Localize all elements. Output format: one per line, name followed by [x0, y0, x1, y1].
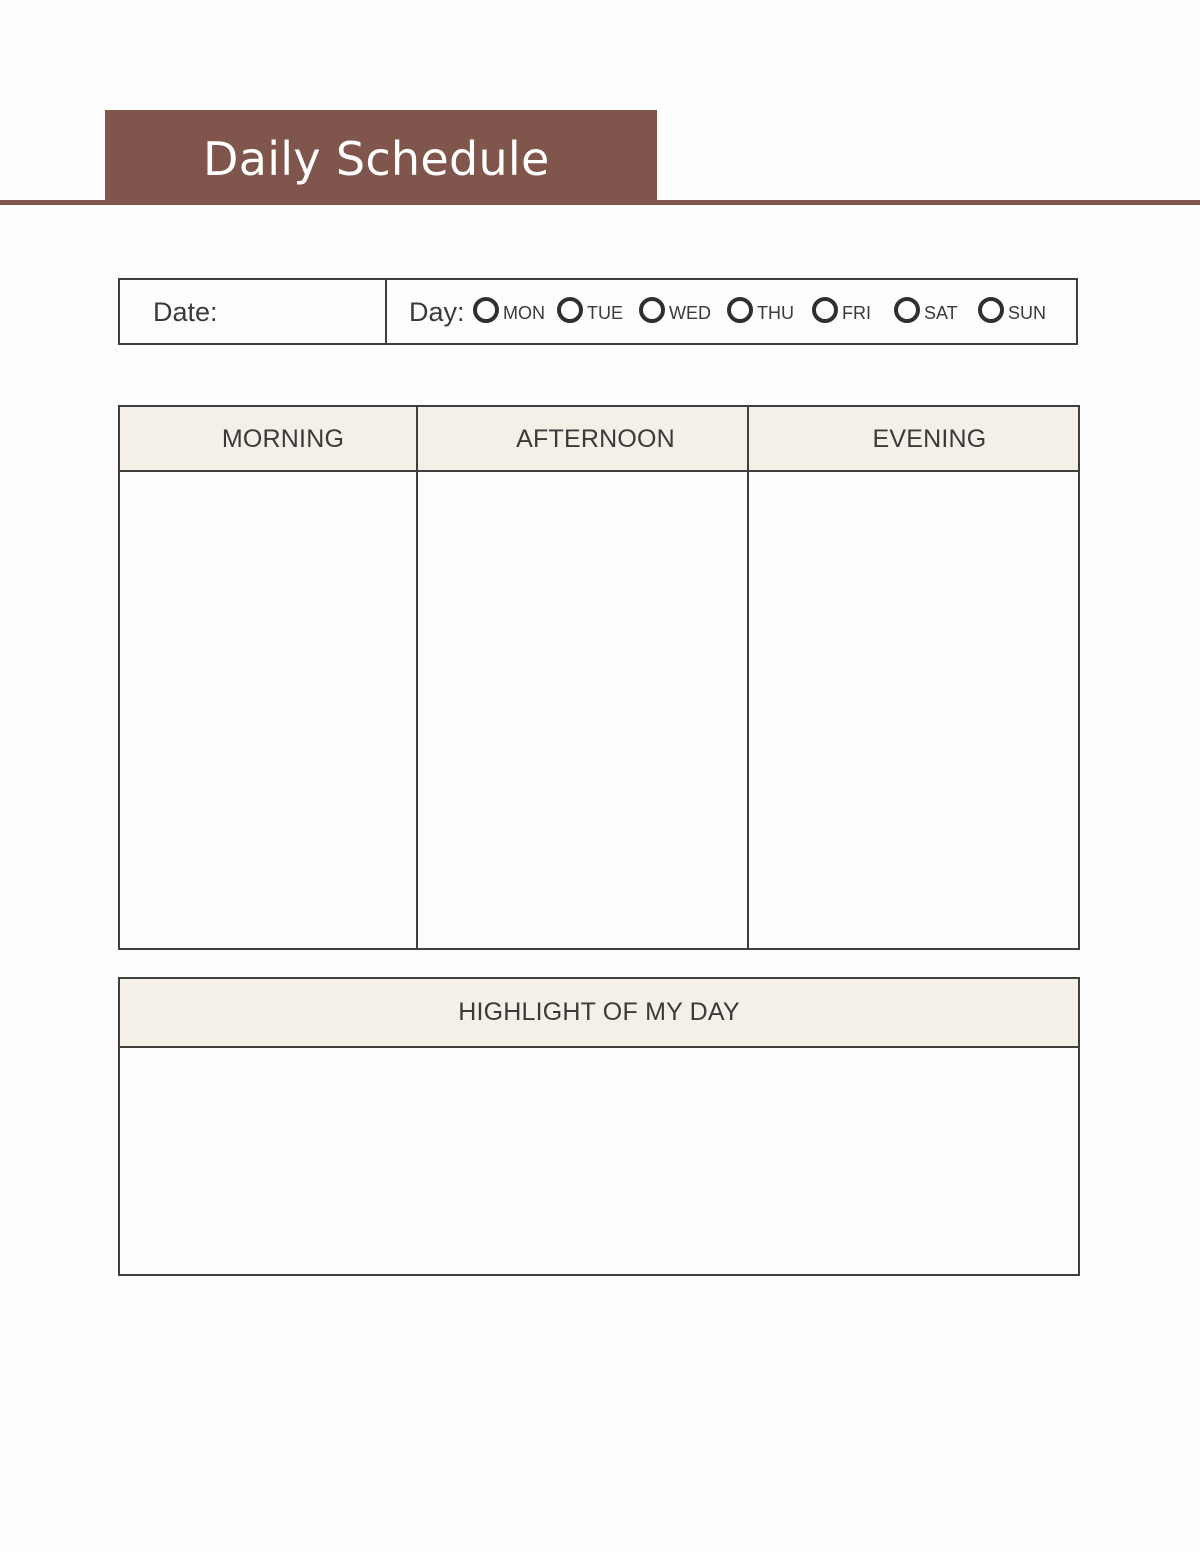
- day-option-label: SUN: [1008, 303, 1047, 323]
- radio-circle-icon[interactable]: [978, 297, 1004, 323]
- afternoon-header: AFTERNOON: [418, 407, 747, 472]
- date-day-row: [118, 278, 1078, 345]
- page-title: Daily Schedule: [203, 132, 550, 186]
- title-rule: [0, 200, 1200, 205]
- day-option-label: FRI: [842, 303, 871, 323]
- day-selector: [387, 280, 1076, 343]
- morning-column: [120, 407, 418, 948]
- evening-notes-area[interactable]: [749, 474, 1078, 948]
- day-option-label: MON: [503, 303, 545, 323]
- title-banner: [105, 110, 657, 204]
- morning-notes-area[interactable]: [120, 474, 416, 948]
- day-option-label: SAT: [924, 303, 958, 323]
- radio-circle-icon[interactable]: [727, 297, 753, 323]
- date-field[interactable]: [120, 280, 387, 343]
- afternoon-column: [418, 407, 749, 948]
- radio-circle-icon[interactable]: [557, 297, 583, 323]
- day-option-label: THU: [757, 303, 794, 323]
- period-table: [118, 405, 1080, 950]
- day-option-label: WED: [669, 303, 711, 323]
- evening-header: EVENING: [749, 407, 1078, 472]
- date-label: Date:: [153, 297, 218, 327]
- radio-circle-icon[interactable]: [473, 297, 499, 323]
- highlight-header: HIGHLIGHT OF MY DAY: [120, 979, 1078, 1048]
- highlight-section: [118, 977, 1080, 1276]
- afternoon-notes-area[interactable]: [418, 474, 747, 948]
- highlight-notes-area[interactable]: [120, 1048, 1078, 1274]
- radio-circle-icon[interactable]: [639, 297, 665, 323]
- day-option-label: TUE: [587, 303, 623, 323]
- evening-column: [749, 407, 1078, 948]
- radio-circle-icon[interactable]: [812, 297, 838, 323]
- day-label: Day:: [409, 297, 465, 327]
- morning-header: MORNING: [120, 407, 416, 472]
- radio-circle-icon[interactable]: [894, 297, 920, 323]
